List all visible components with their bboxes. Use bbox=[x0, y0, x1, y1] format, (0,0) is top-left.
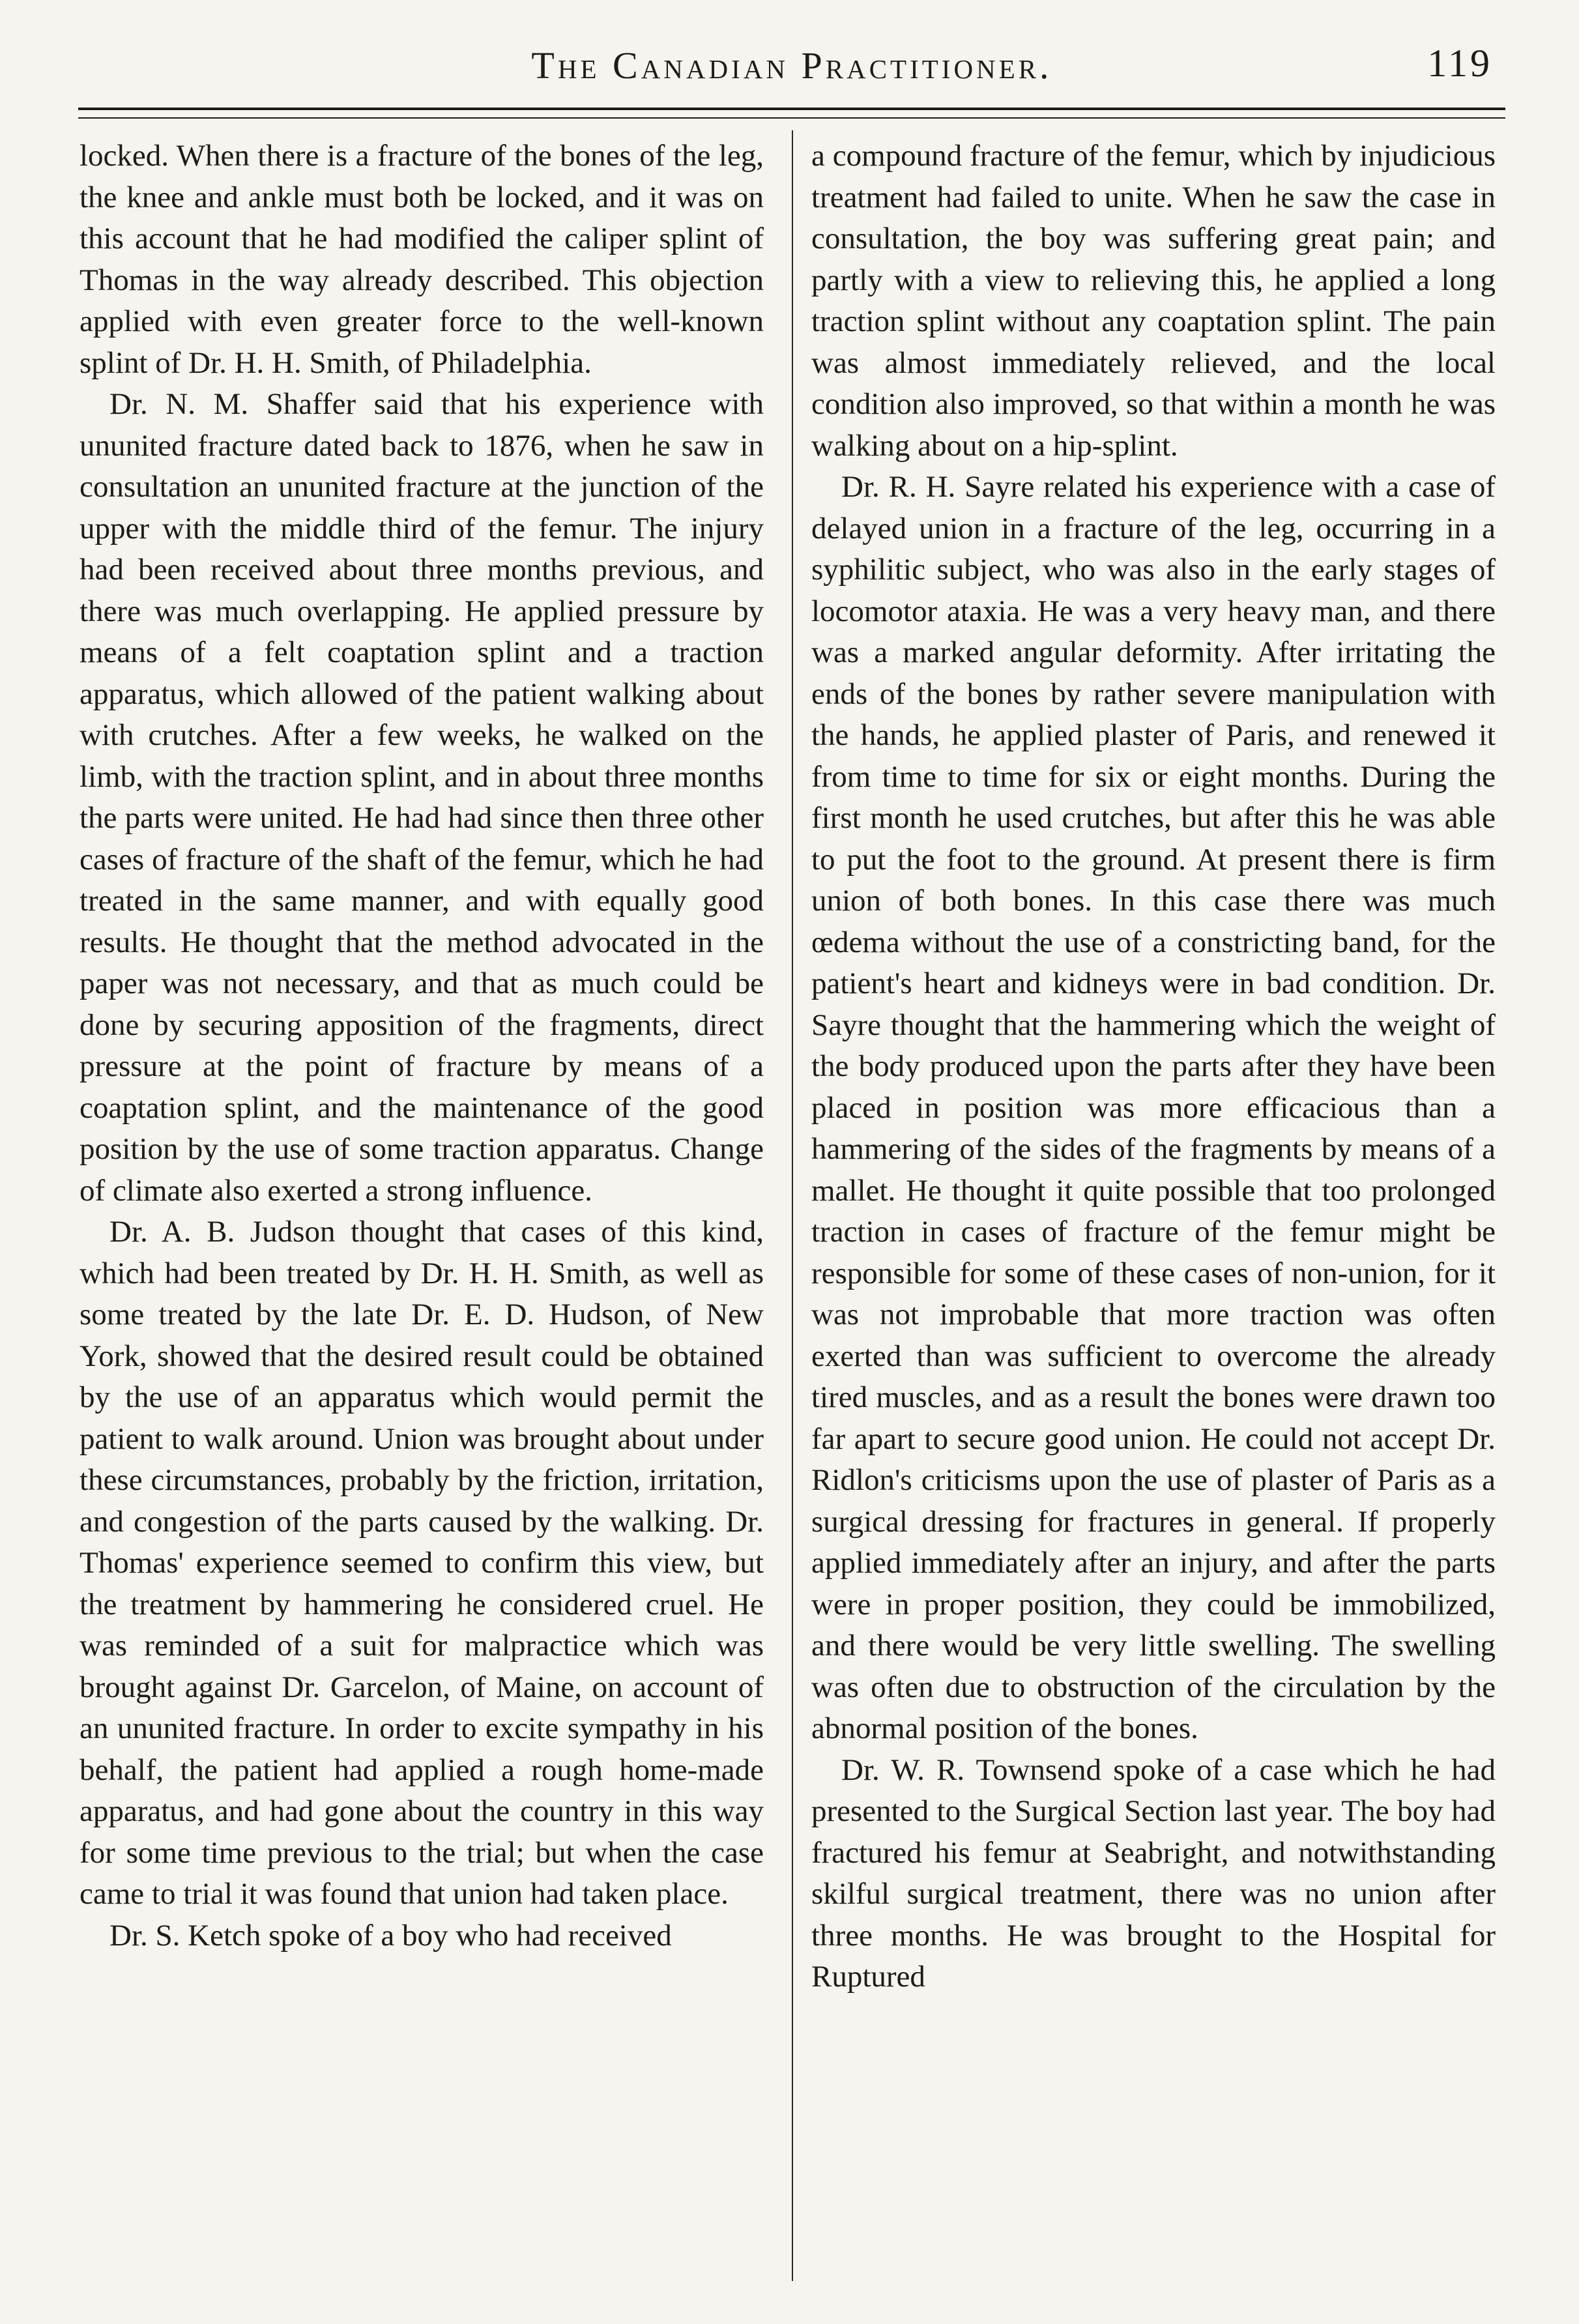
paragraph: a compound fracture of the femur, which by injudicious treatment had failed to unite. When he saw the case in consultation, the boy was suffering great pain; and partly with a view to relieving this, he applied a long traction splint without any coaptation splint. The pain was almost immediately relieved, and the local condition also improved, so that within a month he was walking about on a hip-splint. bbox=[811, 139, 1496, 463]
paragraph: Dr. R. H. Sayre related his experience with a case of delayed union in a fracture of the leg, occurring in a syphilitic subject, who was also in the early stages of locomotor ataxia. He was a very heavy man, and there was a marked angular deformity. After irritating the ends of the bones by rather severe manipulation with the hands, he applied plaster of Paris, and renewed it from time to time for six or eight months. During the first month he used crutches, but after this he was able to put the foot to the ground. At present there is firm union of both bones. In this case there was much œdema without the use of a constricting band, for the patient's heart and kidneys were in bad condition. Dr. Sayre thought that the hammering which the weight of the body produced upon the parts after they have been placed in position was more efficacious than a hammering of the sides of the fragments by means of a mallet. He thought it quite possible that too prolonged traction in cases of fracture of the femur might be responsible for some of these cases of non-union, for it was not improbable that more traction was often exerted than was sufficient to overcome the already tired muscles, and as a result the bones were drawn too far apart to secure good union. He could not accept Dr. Ridlon's criticisms upon the use of plaster of Paris as a surgical dressing for fractures in general. If properly applied immediately after an injury, and after the parts were in proper position, they could be immobilized, and there would be very little swelling. The swelling was often due to obstruction of the circulation by the abnormal position of the bones. bbox=[811, 470, 1496, 1745]
paragraph: locked. When there is a fracture of the bones of the leg, the knee and ankle must both be locked, and it was on this account that he had modified the caliper splint of Thomas in the way already described. This objection applied with even greater force to the well-known splint of Dr. H. H. Smith, of Philadelphia. bbox=[80, 139, 764, 380]
page-number: 119 bbox=[1427, 42, 1492, 85]
paragraph: Dr. A. B. Judson thought that cases of this kind, which had been treated by Dr. H. H. Smith, as well as some treated by the late Dr. E. D. Hudson, of New York, showed that the desired result could be obtained by the use of an apparatus which would permit the patient to walk around. Union was brought about under these circumstances, probably by the friction, irritation, and congestion of the parts caused by the walking. Dr. Thomas' experience seemed to confirm this view, but the treatment by hammering he considered cruel. He was reminded of a suit for malpractice which was brought against Dr. Garcelon, of Maine, on account of an ununited fracture. In order to excite sympathy in his behalf, the patient had applied a rough home-made apparatus, and had gone about the country in this way for some time previous to the trial; but when the case came to trial it was found that union had taken place. bbox=[80, 1215, 764, 1911]
page-header bbox=[78, 36, 1505, 108]
header-rule-thick bbox=[78, 108, 1505, 110]
paragraph: Dr. S. Ketch spoke of a boy who had received bbox=[109, 1918, 672, 1953]
column-divider bbox=[792, 130, 793, 2281]
left-column bbox=[80, 136, 764, 2306]
journal-title: The Canadian Practitioner. bbox=[531, 44, 1052, 87]
paragraph: Dr. W. R. Townsend spoke of a case which he had presented to the Surgical Section last year. The boy had fractured his femur at Seabright, and notwithstanding skilful surgical treatment, there was no union after three months. He was brought to the Hospital for Ruptured bbox=[811, 1752, 1496, 1994]
header-rule-thin bbox=[78, 117, 1505, 119]
right-column bbox=[811, 136, 1496, 2306]
paragraph: Dr. N. M. Shaffer said that his experience with ununited fracture dated back to 1876, when he saw in consultation an ununited fracture at the junction of the upper with the middle third of the femur. The injury had been received about three months previous, and there was much overlapping. He applied pressure by means of a felt coaptation splint and a traction apparatus, which allowed of the patient walking about with crutches. After a few weeks, he walked on the limb, with the traction splint, and in about three months the parts were united. He had had since then three other cases of fracture of the shaft of the femur, which he had treated in the same manner, and with equally good results. He thought that the method advocated in the paper was not necessary, and that as much could be done by securing apposition of the fragments, direct pressure at the point of fracture by means of a coaptation splint, and the maintenance of the good position by the use of some traction apparatus. Change of climate also exerted a strong influence. bbox=[80, 387, 764, 1208]
